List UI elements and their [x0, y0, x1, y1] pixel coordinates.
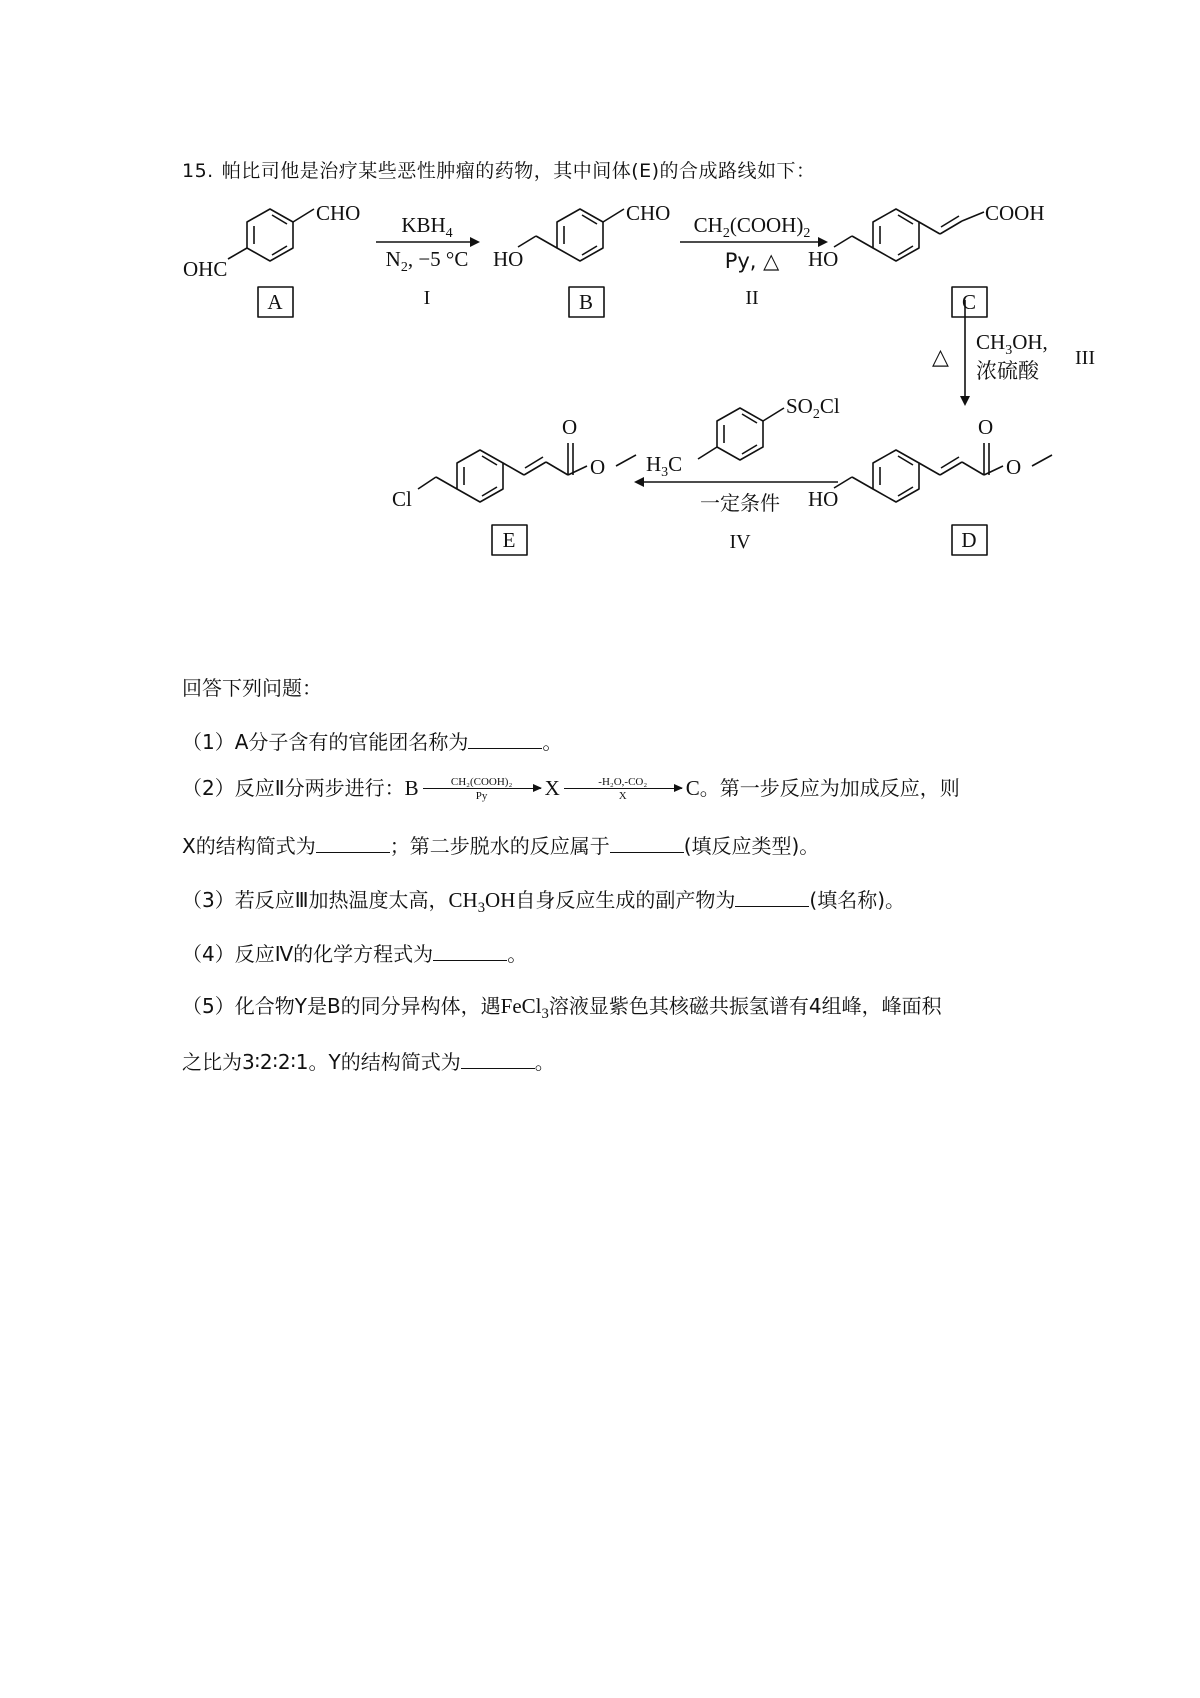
B-group-top: CHO	[626, 201, 671, 225]
compound-B-structure	[518, 209, 624, 261]
step-III-label: III	[1075, 347, 1095, 369]
arrow-head-IV	[634, 477, 644, 487]
E-group-ester-oxygen: O	[590, 455, 606, 479]
reaction-arrow-1: CH₂(COOH)₂ Py	[423, 776, 541, 803]
answer-blank-4[interactable]	[433, 942, 507, 961]
step-IV-label: IV	[729, 531, 751, 553]
E-group-oxygen: O	[562, 415, 578, 439]
A-group-top: CHO	[316, 201, 361, 225]
step-III-reagent: $CH_3OH$,	[976, 330, 1048, 358]
question-4: （4）反应Ⅳ的化学方程式为 。	[182, 942, 528, 966]
arrow-head-I	[470, 237, 480, 247]
reaction-arrows	[376, 242, 965, 482]
step-III-acid: 浓硫酸	[976, 359, 1039, 383]
answer-blank-3[interactable]	[735, 888, 809, 907]
answer-blank-2a[interactable]	[316, 834, 390, 853]
tosyl-chloride-structure	[698, 408, 784, 460]
C-group-left: HO	[808, 247, 839, 271]
step-III-heat: △	[932, 345, 949, 370]
label-B: B	[578, 290, 594, 314]
D-group-oxygen: O	[978, 415, 994, 439]
compound-C-structure	[834, 209, 984, 261]
step-I-reagent: $KBH_4$	[401, 213, 453, 241]
A-group-bottom: OHC	[183, 257, 228, 281]
step-II-reagent: $CH_2(COOH)_2$	[693, 213, 811, 241]
question-5: （5）化合物Y是B的同分异构体，遇FeCl$_3$溶液显紫色其核磁共振氢谱有4组峰，峰面积	[182, 994, 942, 1023]
question-2: （2）反应Ⅱ分两步进行：B CH₂(COOH)₂ Py X $\frac{\text{-H₂O,-CO₂}}{X}$ C。第一步反应为加成反应，则	[182, 776, 960, 802]
label-A: A	[267, 290, 283, 314]
step-IV-reagent-left: $H_3C$	[646, 452, 683, 480]
reaction-arrow-2: $\frac{\text{-H₂O,-CO₂}}{X}$	[564, 776, 682, 803]
step-IV-reagent-top: $SO_2Cl$	[786, 394, 840, 422]
D-group-left: HO	[808, 487, 839, 511]
answer-intro: 回答下列问题：	[182, 676, 322, 700]
arrow-head-II	[818, 237, 828, 247]
question-intro: 帕比司他是治疗某些恶性肿瘤的药物，其中间体(E)的合成路线如下：	[221, 160, 816, 182]
arrow-head-III	[960, 396, 970, 406]
label-C: C	[961, 290, 977, 314]
label-E: E	[502, 528, 516, 552]
step-IV-conditions: 一定条件	[700, 491, 780, 515]
formula-fecl3: FeCl$_3$	[500, 994, 549, 1023]
D-group-ester-oxygen: O	[1006, 455, 1022, 479]
E-group-left: Cl	[392, 487, 412, 511]
question-2-line-2: X的结构简式为 ；第二步脱水的反应属于 (填反应类型)。	[182, 834, 820, 858]
synthesis-scheme	[0, 0, 1200, 600]
step-II-label: II	[745, 287, 759, 309]
compound-A-structure	[228, 209, 314, 261]
compound-label-boxes	[258, 287, 987, 555]
formula-methanol: $CH_3OH$	[448, 888, 516, 917]
question-number: 15.	[182, 160, 214, 182]
step-I-label: I	[423, 287, 431, 309]
step-I-conditions: $N_2$, −5 °C	[385, 247, 469, 275]
question-3: （3）若反应Ⅲ加热温度太高，$CH_3OH$自身反应生成的副产物为 (填名称)。	[182, 888, 905, 917]
step-II-conditions: Py, △	[724, 249, 780, 273]
C-group-right: COOH	[985, 201, 1045, 225]
question-5-line-2: 之比为3∶2∶2∶1。Y的结构简式为 。	[182, 1050, 555, 1074]
answer-blank-5[interactable]	[461, 1050, 535, 1069]
B-group-left: HO	[493, 247, 524, 271]
answer-blank-1[interactable]	[468, 730, 542, 749]
question-1: （1）A分子含有的官能团名称为 。	[182, 730, 563, 754]
label-D: D	[961, 528, 977, 552]
answer-blank-2b[interactable]	[610, 834, 684, 853]
